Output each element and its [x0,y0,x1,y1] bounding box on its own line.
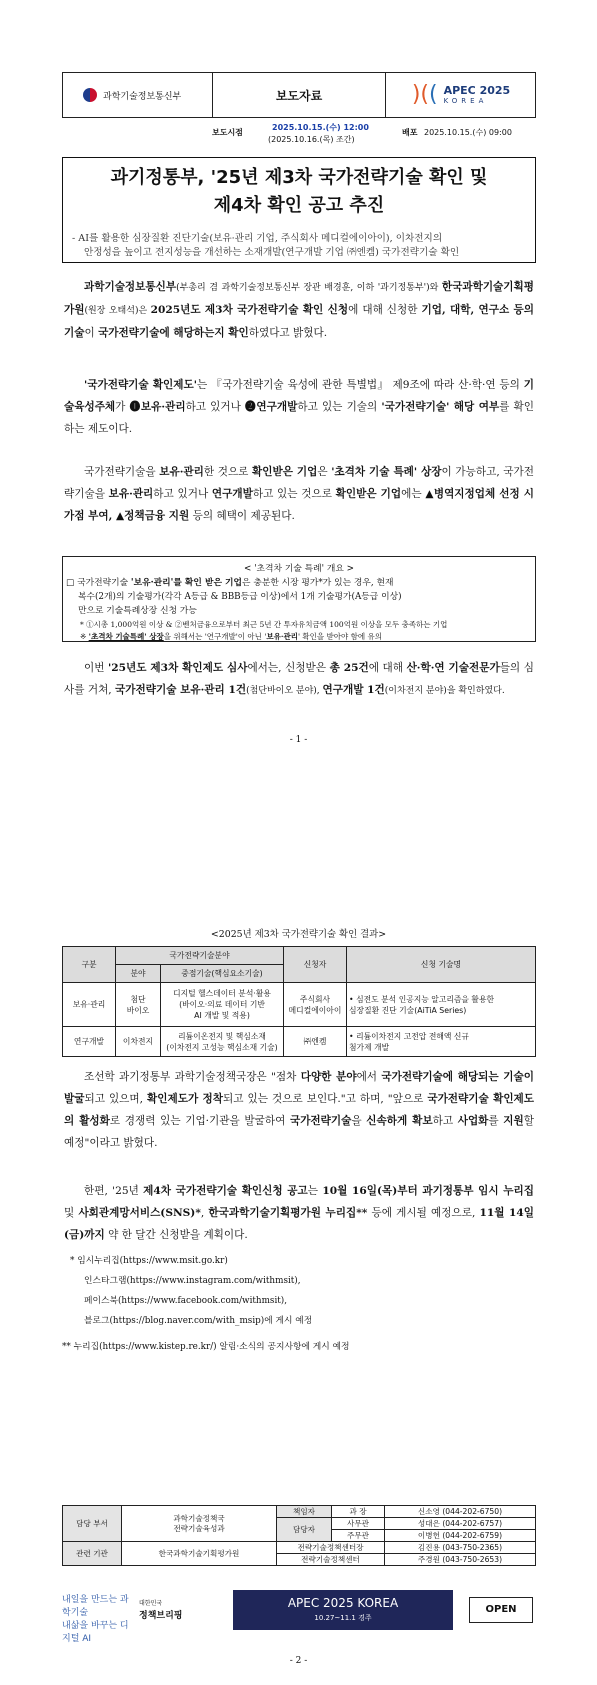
release-label: 배포 [402,128,418,137]
box-line-1: □ 국가전략기술 '보유·관리'를 확인 받은 기업은 충분한 시장 평가*가 있는 경우, 현재 [66,578,394,588]
page-number-2: - 2 - [289,1656,308,1666]
col-field-group: 국가전략기술분야 [116,947,284,965]
box-line-3: 만으로 기술특례상장 신청 가능 [78,606,197,616]
subtitle [72,232,528,260]
footnote-2: 인스타그램(https://www.instagram.com/withmsit), [84,1276,301,1286]
results-table [62,946,536,1057]
table-row: 연구개발 이차전지 리튬이온전지 및 핵심소재 (이차전지 고성능 핵심소재 기술) ㈜엔켐 • 리튬이차전지 고전압 전해액 신규 첨가제 개발 [63,1027,536,1057]
page-number-1: - 1 - [289,735,308,745]
paragraph-5: 조선학 과기정통부 과학기술정책국장은 "점차 다양한 분야에서 국가전략기술에 해당되는 기술이 발굴되고 있으며, 확인제도가 정착되고 있는 것으로 보인다."고 하며, "앞으로 국가전략기술 확인제도의 활성화로 경쟁력 있는 기업·기관을 발굴하여 국가전략기술을 신속하게 확보하고 사업화를 지원할 예정"이라고 밝혔다. [64,1071,535,1149]
ministry-logo [63,73,213,117]
col-group: 구분 [63,947,116,983]
title-line-1: 과기정통부, '25년 제3차 국가전략기술 확인 및 [110,167,488,188]
col-applicant: 신청자 [284,947,347,983]
apec-title: APEC 2025 [443,84,511,97]
col-field: 분야 [116,965,161,983]
paragraph-1: 과학기술정보통신부(부총리 겸 과학기술정보통신부 장관 배경훈, 이하 '과기정통부')와 한국과학기술기획평가원(원장 오태석)은 2025년도 제3차 국가전략기술 확인 신청에 대해 신청한 기업, 대학, 연구소 등의 기술이 국가전략기술에 해당하는지 확인하였다고 밝혔다. [64,281,534,339]
box-title: < '초격차 기술 특례' 개요 > [243,564,355,574]
box-line-2: 복수(2개)의 기술평가(각각 A등급 & BBB등급 이상)에서 1개 기술평가(A등급 이상) [78,592,402,602]
embargo-date: 2025.10.15.(수) 12:00 [272,123,369,132]
table-caption: <2025년 제3차 국가전략기술 확인 결과> [210,929,387,940]
doc-type: 보도자료 [213,73,386,117]
paragraph-2: '국가전략기술 확인제도'는 『국가전략기술 육성에 관한 특별법』 제9조에 따라 산·학·연 등의 기술육성주체가 ❶보유·관리하고 있거나 ❷연구개발하고 있는 기술의 '국가전략기술' 해당 여부를 확인하는 제도이다. [64,379,535,435]
paragraph-3: 국가전략기술을 보유·관리한 것으로 확인받은 기업은 '초격차 기술 특례' 상장이 가능하고, 국가전략기술을 보유·관리하고 있거나 연구개발하고 있는 것으로 확인받은 기업에는 ▲병역지정업체 선정 시 가점 부여, ▲정책금융 지원 등의 혜택이 제공된다. [64,466,535,522]
apec-mark-icon: )(( [411,82,438,107]
footnote-3: 페이스북(https://www.facebook.com/withmsit), [84,1296,288,1306]
footnote-5: ** 누리집(https://www.kistep.re.kr/) 알림·소식의 공지사항에 게시 예정 [62,1342,350,1352]
embargo-note: (2025.10.16.(목) 조간) [268,135,355,144]
contact-table: 담당 부서 과학기술정책국 전략기술육성과 책임자 과 장 신소영 (044-202-6750) 담당자 사무관 성대은 (044-202-6757) 주무관 이병헌 (044-202-6759) 관련 기관 한국과학기술기획평가원 전략기술정책센터장 김진용 (043-750-2365) 전략기술정책센터 주경원 (043-750-2653) [62,1505,536,1566]
embargo-label: 보도시점 [212,128,243,137]
apec-subtitle: KOREA [443,97,488,105]
policy-briefing-logo: 대한민국 정책브리핑 [139,1600,183,1621]
table-row: 보유·관리 첨단 바이오 디지털 헬스데이터 분석·활용 (바이오·의료 데이터 기반 AI 개발 및 적용) 주식회사 메디컬에이아이 • 심전도 분석 인공지능 알고리즘을 활용한 심장질환 진단 기술(AiTiA Series) [63,983,536,1027]
paragraph-6: 한편, '25년 제4차 국가전략기술 확인신청 공고는 10월 16일(목)부터 과기정통부 임시 누리집 및 사회관계망서비스(SNS)*, 한국과학기술기획평가원 누리집** 등에 게시될 예정으로, 11월 14일(금)까지 약 한 달간 신청받을 계획이다. [64,1185,534,1241]
subtitle-line-1: - AI를 활용한 심장질환 진단기술(보유·관리 기업, 주식회사 메디컬에이아이), 이차전지의 [72,233,443,244]
footnote-1: * 임시누리집(https://www.msit.go.kr) [70,1256,228,1266]
title-line-2: 제4차 확인 공고 추진 [213,195,385,216]
government-emblem-icon [83,88,97,102]
subtitle-line-2: 안정성을 높이고 전지성능을 개선하는 소재개발(연구개발 기업 ㈜엔켐) 국가전략기술 확인 [84,247,460,258]
box-note-1: * ①시총 1,000억원 이상 & ②벤처금융으로부터 최근 5년 간 투자유치금액 100억원 이상을 모두 충족하는 기업 [80,620,448,629]
ministry-name: 과학기술정보통신부 [103,91,182,102]
apec-banner: APEC 2025 KOREA 10.27~11.1 경주 [233,1590,453,1630]
paragraph-4: 이번 '25년도 제3차 확인제도 심사에서는, 신청받은 총 25건에 대해 산·학·연 기술전문가들의 심사를 거쳐, 국가전략기술 보유·관리 1건(첨단바이오 분야), 연구개발 1건(이차전지 분야)을 확인하였다. [64,662,534,696]
col-core: 중점기술(핵심요소기술) [161,965,284,983]
slogan-banner: 내일을 만드는 과학기술 내삶을 바꾸는 디지털 AI [62,1595,129,1644]
release-date: 2025.10.15.(수) 09:00 [424,128,512,137]
box-note-2: ※ '초격차 기술특례' 상장을 위해서는 '연구개발'이 아닌 '보유·관리' 확인을 받아야 함에 유의 [80,632,383,641]
footnote-4: 블로그(https://blog.naver.com/with_msip)에 게시 예정 [84,1316,313,1326]
page-title [62,164,536,220]
apec-logo [385,73,537,117]
open-license-badge: OPEN [469,1597,533,1623]
press-header [62,72,536,118]
col-tech: 신청 기술명 [347,947,536,983]
